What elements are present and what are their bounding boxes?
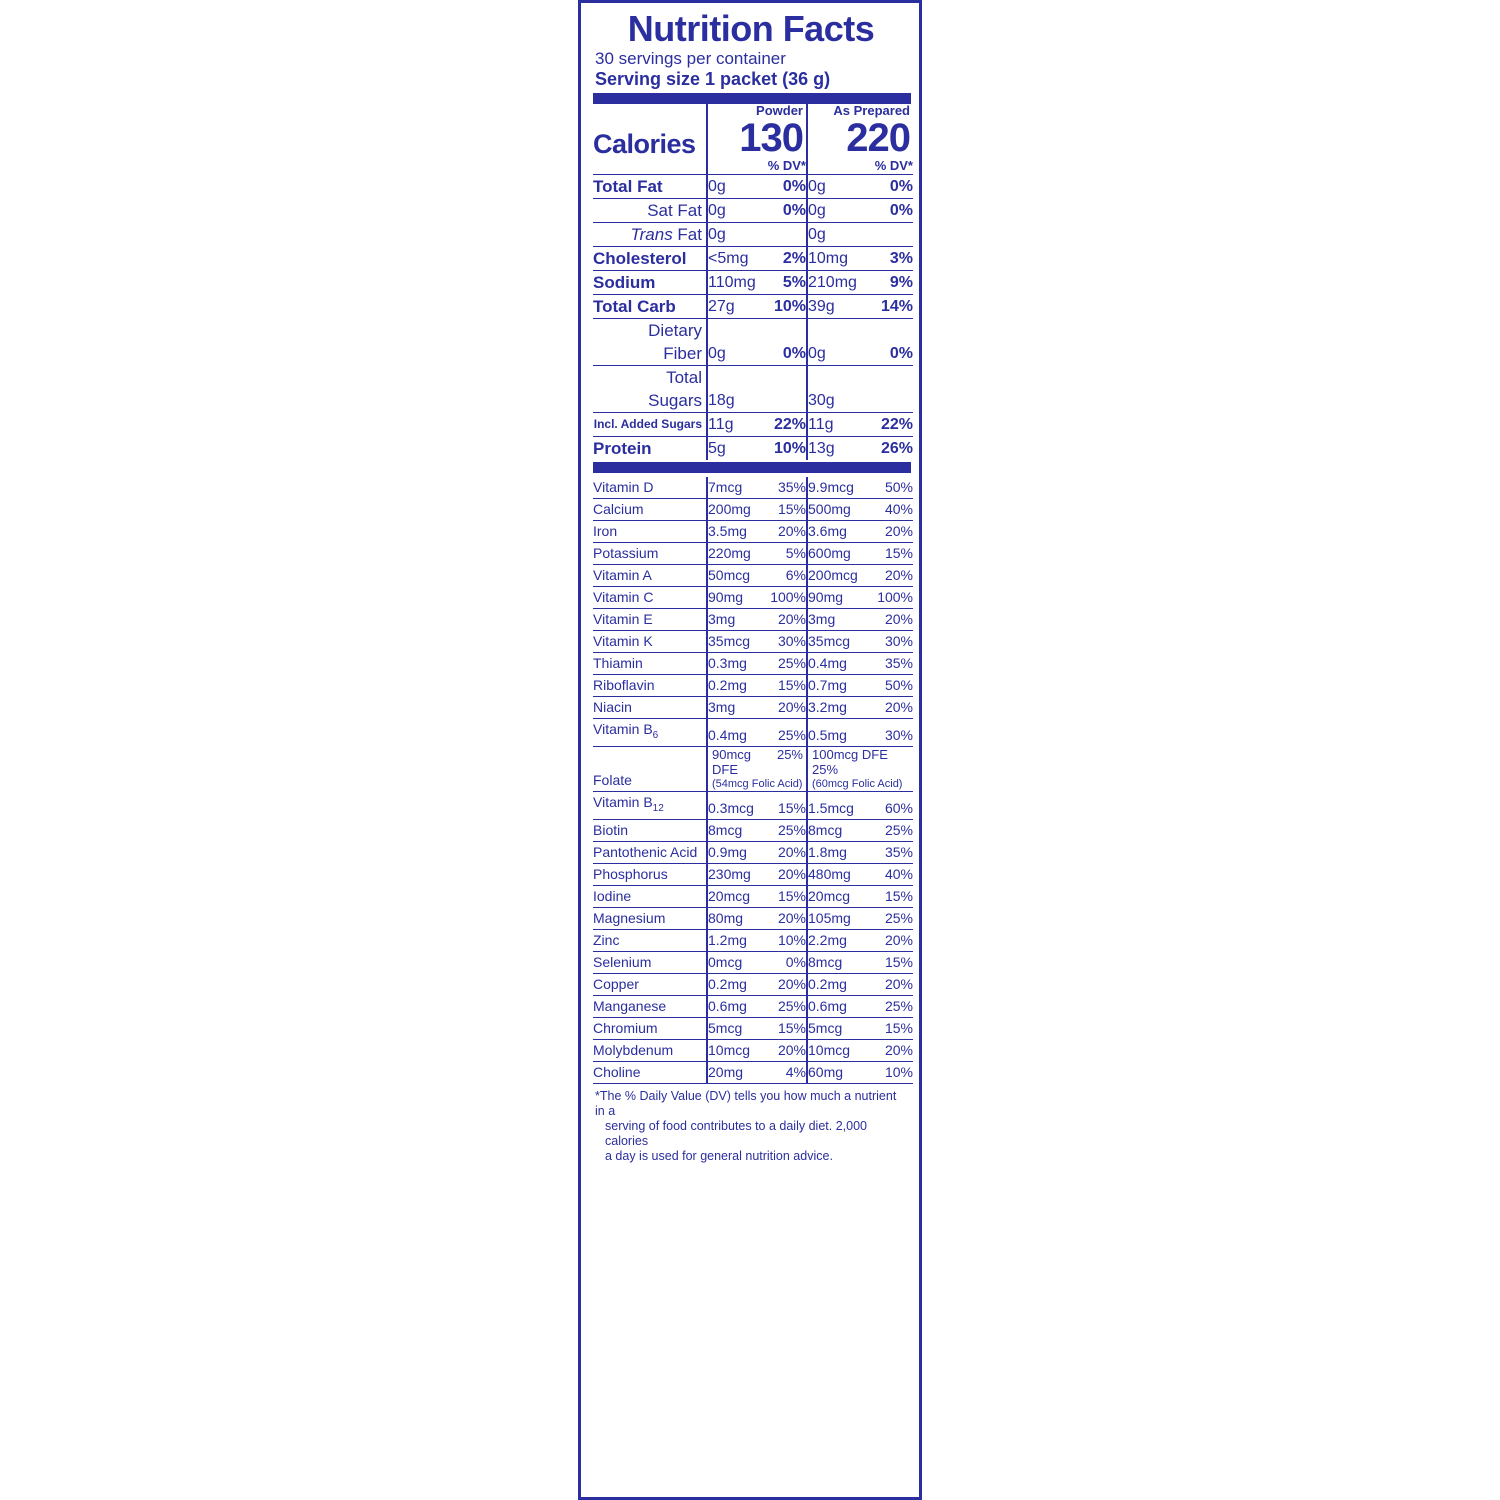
vitamin-value-prepared: 9.9mcg	[807, 477, 869, 499]
prepared-col-cell	[807, 104, 913, 158]
vitamin-value-powder: 3mg	[707, 697, 759, 719]
vitamin-value-powder: 0.2mg	[707, 973, 759, 995]
nutrient-dv-prepared: 0%	[869, 199, 913, 223]
nutrient-dv-prepared: 0%	[869, 175, 913, 199]
vitamin-value-powder: 90mg	[707, 587, 759, 609]
vitamin-dv-prepared: 50%	[869, 675, 913, 697]
table-row	[593, 437, 913, 461]
nutrient-value-powder: 5g	[707, 437, 759, 461]
powder-col-cell	[707, 104, 807, 158]
vitamin-name: Molybdenum	[593, 1039, 707, 1061]
page-title: Nutrition Facts	[627, 8, 875, 49]
table-row	[593, 653, 913, 675]
vitamin-dv-prepared: 15%	[869, 543, 913, 565]
vitamin-dv-prepared: 20%	[869, 609, 913, 631]
vitamin-dv-powder: 25%	[759, 995, 807, 1017]
vitamin-value-powder: 3mg	[707, 609, 759, 631]
table-row	[593, 587, 913, 609]
table-row	[593, 929, 913, 951]
vitamin-value-powder: 8mcg	[707, 819, 759, 841]
vitamin-dv-prepared: 35%	[869, 841, 913, 863]
vitamin-name: Manganese	[593, 995, 707, 1017]
nutrient-name: Trans Fat	[593, 223, 707, 247]
vitamin-dv-powder: 20%	[759, 609, 807, 631]
nutrient-dv-powder: 10%	[759, 295, 807, 319]
vitamin-value-prepared: 8mcg	[807, 951, 869, 973]
vitamin-dv-prepared: 20%	[869, 973, 913, 995]
vitamin-value-prepared: 0.7mg	[807, 675, 869, 697]
vitamin-dv-prepared: 40%	[869, 863, 913, 885]
table-row	[593, 175, 913, 199]
table-row	[593, 521, 913, 543]
nutrient-name: Cholesterol	[593, 247, 707, 271]
vitamin-value-powder: 0.9mg	[707, 841, 759, 863]
vitamin-dv-prepared: 15%	[869, 885, 913, 907]
vitamin-value-prepared: 1.8mg	[807, 841, 869, 863]
vitamins-table	[593, 477, 913, 1084]
nutrient-value-powder: 0g	[707, 199, 759, 223]
vitamin-name: Riboflavin	[593, 675, 707, 697]
nutrient-value-prepared: 0g	[807, 199, 869, 223]
table-row	[593, 719, 913, 747]
footnote-line-2: serving of food contributes to a daily diet. 2,000 calories	[605, 1118, 867, 1148]
vitamin-dv-prepared: 50%	[869, 477, 913, 499]
vitamin-dv-prepared: 30%	[869, 719, 913, 747]
calories-prepared-value: 220	[846, 116, 910, 160]
table-row	[593, 907, 913, 929]
nutrient-name: Sodium	[593, 271, 707, 295]
vitamin-name: Choline	[593, 1061, 707, 1083]
folate-value-powder: 90mcg DFE	[712, 746, 752, 777]
vitamin-dv-prepared: 30%	[869, 631, 913, 653]
vitamin-dv-prepared: 35%	[869, 653, 913, 675]
vitamin-value-powder: 5mcg	[707, 1017, 759, 1039]
folate-powder-cell	[707, 746, 807, 791]
nutrient-dv-prepared: 26%	[880, 440, 913, 457]
vitamin-value-powder: 50mcg	[707, 565, 759, 587]
folate-prepared-cell	[807, 746, 913, 791]
vitamin-name: Thiamin	[593, 653, 707, 675]
nutrient-name: Total Sugars	[593, 366, 707, 413]
nutrient-dv-powder: 10%	[773, 440, 806, 457]
table-row	[593, 1061, 913, 1083]
vitamin-dv-prepared: 20%	[869, 565, 913, 587]
nutrient-value-powder: 110mg	[707, 271, 759, 295]
vitamin-value-powder: 0.3mg	[707, 653, 759, 675]
vitamin-value-powder: 0.2mg	[707, 675, 759, 697]
vitamin-dv-powder: 30%	[759, 631, 807, 653]
nutrient-dv-prepared	[869, 223, 913, 247]
table-row	[593, 477, 913, 499]
vitamin-value-prepared: 3.2mg	[807, 697, 869, 719]
table-row	[593, 631, 913, 653]
main-nutrients-table	[593, 158, 913, 460]
servings-per-container: 30 servings per container	[595, 49, 786, 68]
nutrient-value-prepared: 0g	[807, 223, 869, 247]
nutrient-value-prepared: 0g	[807, 175, 869, 199]
folate-dv-powder: 25%	[776, 746, 803, 762]
folate-value-prepared: 100mcg DFE 25%	[812, 746, 888, 777]
vitamin-name: Zinc	[593, 929, 707, 951]
nutrient-value-prepared: 210mg	[807, 271, 869, 295]
vitamin-name: Pantothenic Acid	[593, 841, 707, 863]
vitamin-value-prepared: 105mg	[807, 907, 869, 929]
nutrient-value-powder: 18g	[707, 366, 759, 413]
nutrient-dv-powder: 0%	[759, 199, 807, 223]
vitamin-value-powder: 0.6mg	[707, 995, 759, 1017]
table-row	[593, 199, 913, 223]
vitamin-name: Chromium	[593, 1017, 707, 1039]
vitamin-value-prepared: 0.5mg	[807, 719, 869, 747]
vitamin-dv-powder: 20%	[759, 841, 807, 863]
dv-header-powder: % DV*	[759, 158, 807, 175]
vitamin-dv-powder: 20%	[759, 697, 807, 719]
nutrient-value-prepared: 11g	[807, 413, 869, 437]
table-row	[593, 609, 913, 631]
nutrient-name: Total Fat	[593, 175, 707, 199]
vitamin-dv-powder: 4%	[759, 1061, 807, 1083]
vitamin-dv-powder: 35%	[759, 477, 807, 499]
vitamin-dv-prepared: 15%	[869, 1017, 913, 1039]
footnote-line-3: a day is used for general nutrition advice.	[605, 1148, 833, 1163]
nutrient-value-powder: 0g	[707, 319, 759, 366]
vitamin-name: Phosphorus	[593, 863, 707, 885]
nutrient-name: Sat Fat	[593, 199, 707, 223]
nutrient-dv-powder: 0%	[759, 319, 807, 366]
vitamin-value-powder: 200mg	[707, 499, 759, 521]
vitamin-dv-powder: 5%	[759, 543, 807, 565]
nutrient-dv-powder: 0%	[759, 175, 807, 199]
nutrition-facts-panel	[578, 0, 922, 1500]
vitamin-value-prepared: 10mcg	[807, 1039, 869, 1061]
vitamin-dv-powder: 25%	[759, 653, 807, 675]
vitamin-dv-prepared: 10%	[869, 1061, 913, 1083]
vitamin-dv-prepared: 40%	[869, 499, 913, 521]
vitamin-name: Niacin	[593, 697, 707, 719]
vitamin-value-prepared: 600mg	[807, 543, 869, 565]
nutrient-name: Protein	[593, 439, 652, 458]
nutrient-name: Total Carb	[593, 295, 707, 319]
table-row	[593, 295, 913, 319]
vitamin-dv-powder: 0%	[759, 951, 807, 973]
nutrient-value-powder: <5mg	[707, 247, 759, 271]
vitamin-value-powder: 230mg	[707, 863, 759, 885]
table-row	[593, 319, 913, 366]
calories-label: Calories	[593, 129, 696, 159]
vitamin-dv-powder: 15%	[759, 675, 807, 697]
nutrient-dv-prepared: 0%	[869, 319, 913, 366]
nutrient-dv-prepared: 14%	[869, 295, 913, 319]
table-row	[593, 223, 913, 247]
calories-table	[593, 104, 913, 158]
vitamin-value-powder: 220mg	[707, 543, 759, 565]
nutrient-dv-prepared	[869, 366, 913, 413]
vitamin-value-prepared: 0.4mg	[807, 653, 869, 675]
vitamin-value-powder: 7mcg	[707, 477, 759, 499]
vitamin-name: Copper	[593, 973, 707, 995]
table-row	[593, 271, 913, 295]
nutrient-value-prepared: 30g	[807, 366, 869, 413]
vitamin-name: Vitamin $B_{12}$	[593, 791, 707, 819]
calories-powder-value: 130	[739, 116, 803, 160]
vitamin-dv-powder: 25%	[759, 819, 807, 841]
vitamin-value-prepared: 90mg	[807, 587, 869, 609]
vitamin-value-prepared: 0.2mg	[807, 973, 869, 995]
vitamin-value-powder: 0mcg	[707, 951, 759, 973]
vitamin-name: Magnesium	[593, 907, 707, 929]
vitamin-dv-prepared: 25%	[869, 995, 913, 1017]
dv-header-row	[593, 158, 913, 175]
vitamin-dv-powder: 6%	[759, 565, 807, 587]
vitamin-dv-prepared: 15%	[869, 951, 913, 973]
vitamin-name: Vitamin K	[593, 631, 707, 653]
vitamin-dv-prepared: 20%	[869, 697, 913, 719]
nutrient-dv-prepared: 3%	[869, 247, 913, 271]
table-row	[593, 841, 913, 863]
table-row	[593, 247, 913, 271]
table-row	[593, 1017, 913, 1039]
vitamin-value-prepared: 8mcg	[807, 819, 869, 841]
vitamin-dv-prepared: 20%	[869, 929, 913, 951]
vitamin-dv-prepared: 100%	[869, 587, 913, 609]
table-row	[593, 863, 913, 885]
vitamin-dv-prepared: 60%	[869, 791, 913, 819]
nutrient-value-powder: 0g	[707, 175, 759, 199]
folate-sub-powder: (54mcg Folic Acid)	[712, 777, 803, 790]
table-row	[593, 675, 913, 697]
vitamin-value-prepared: 35mcg	[807, 631, 869, 653]
nutrient-value-prepared: 39g	[807, 295, 869, 319]
vitamin-name: Iron	[593, 521, 707, 543]
table-row	[593, 565, 913, 587]
folate-sub-prepared: (60mcg Folic Acid)	[812, 777, 903, 790]
vitamin-value-powder: 20mg	[707, 1061, 759, 1083]
nutrient-dv-powder: 22%	[759, 413, 807, 437]
vitamin-name: Vitamin A	[593, 565, 707, 587]
table-row	[593, 366, 913, 413]
vitamin-value-powder: 3.5mg	[707, 521, 759, 543]
nutrient-value-prepared: 13g	[807, 437, 869, 461]
table-row	[593, 885, 913, 907]
vitamin-name: Iodine	[593, 885, 707, 907]
daily-value-footnote	[595, 1089, 911, 1164]
table-row	[593, 499, 913, 521]
vitamin-value-powder: 80mg	[707, 907, 759, 929]
nutrient-value-powder: 11g	[707, 413, 759, 437]
vitamin-dv-prepared: 25%	[869, 907, 913, 929]
table-row	[593, 819, 913, 841]
table-row	[593, 791, 913, 819]
vitamin-name: Vitamin C	[593, 587, 707, 609]
nutrient-dv-powder	[759, 223, 807, 247]
vitamin-dv-prepared: 20%	[869, 1039, 913, 1061]
vitamin-value-prepared: 3.6mg	[807, 521, 869, 543]
nutrient-value-prepared: 0g	[807, 319, 869, 366]
table-row-folate	[593, 746, 913, 791]
vitamin-value-prepared: 60mg	[807, 1061, 869, 1083]
vitamin-dv-powder: 15%	[759, 1017, 807, 1039]
table-row	[593, 1039, 913, 1061]
nutrient-dv-prepared: 9%	[869, 271, 913, 295]
vitamin-value-powder: 20mcg	[707, 885, 759, 907]
calories-label-cell	[593, 104, 707, 158]
vitamin-dv-powder: 15%	[759, 885, 807, 907]
vitamin-name: Folate	[593, 746, 707, 791]
vitamin-name: Vitamin E	[593, 609, 707, 631]
divider-thick-middle	[593, 462, 911, 473]
table-row	[593, 413, 913, 437]
nutrient-value-powder: 27g	[707, 295, 759, 319]
nutrient-name: Incl. Added Sugars	[593, 413, 707, 437]
vitamin-name: Vitamin $B_6$	[593, 719, 707, 747]
vitamin-value-prepared: 3mg	[807, 609, 869, 631]
vitamin-dv-powder: 20%	[759, 863, 807, 885]
vitamin-value-prepared: 2.2mg	[807, 929, 869, 951]
vitamin-value-powder: 0.3mcg	[707, 791, 759, 819]
vitamin-dv-prepared: 20%	[869, 521, 913, 543]
prepared-header: As Prepared	[833, 103, 910, 118]
vitamin-name: Potassium	[593, 543, 707, 565]
vitamin-value-prepared: 0.6mg	[807, 995, 869, 1017]
vitamin-value-prepared: 20mcg	[807, 885, 869, 907]
vitamin-dv-powder: 15%	[759, 499, 807, 521]
dv-header-spacer-1	[707, 158, 759, 175]
footnote-line-1: *The % Daily Value (DV) tells you how much a nutrient in a	[595, 1088, 897, 1118]
vitamin-dv-powder: 25%	[759, 719, 807, 747]
table-row	[593, 973, 913, 995]
vitamin-value-prepared: 500mg	[807, 499, 869, 521]
table-row	[593, 543, 913, 565]
table-row	[593, 697, 913, 719]
vitamin-value-prepared: 1.5mcg	[807, 791, 869, 819]
vitamin-name: Calcium	[593, 499, 707, 521]
table-row	[593, 951, 913, 973]
dv-header-spacer-2	[807, 158, 869, 175]
nutrient-dv-powder	[759, 366, 807, 413]
vitamin-dv-powder: 15%	[759, 791, 807, 819]
vitamin-dv-powder: 10%	[759, 929, 807, 951]
vitamin-dv-powder: 20%	[759, 973, 807, 995]
vitamin-name: Biotin	[593, 819, 707, 841]
nutrient-dv-powder: 2%	[759, 247, 807, 271]
vitamin-value-powder: 35mcg	[707, 631, 759, 653]
nutrient-value-prepared: 10mg	[807, 247, 869, 271]
serving-size: Serving size 1 packet (36 g)	[595, 69, 831, 89]
vitamin-name: Vitamin D	[593, 477, 707, 499]
vitamin-dv-powder: 20%	[759, 521, 807, 543]
vitamin-dv-powder: 20%	[759, 907, 807, 929]
table-row	[593, 995, 913, 1017]
nutrient-dv-prepared: 22%	[869, 413, 913, 437]
vitamin-value-prepared: 200mcg	[807, 565, 869, 587]
vitamin-dv-powder: 20%	[759, 1039, 807, 1061]
vitamin-value-prepared: 480mg	[807, 863, 869, 885]
vitamin-value-powder: 1.2mg	[707, 929, 759, 951]
nutrient-value-powder: 0g	[707, 223, 759, 247]
vitamin-value-powder: 0.4mg	[707, 719, 759, 747]
vitamin-dv-prepared: 25%	[869, 819, 913, 841]
dv-header-spacer	[593, 158, 707, 175]
nutrient-name: Dietary Fiber	[593, 319, 707, 366]
dv-header-prepared: % DV*	[869, 158, 913, 175]
vitamin-value-prepared: 5mcg	[807, 1017, 869, 1039]
powder-header: Powder	[756, 103, 803, 118]
vitamin-dv-powder: 100%	[759, 587, 807, 609]
nutrient-dv-powder: 5%	[759, 271, 807, 295]
vitamin-name: Selenium	[593, 951, 707, 973]
vitamin-value-powder: 10mcg	[707, 1039, 759, 1061]
